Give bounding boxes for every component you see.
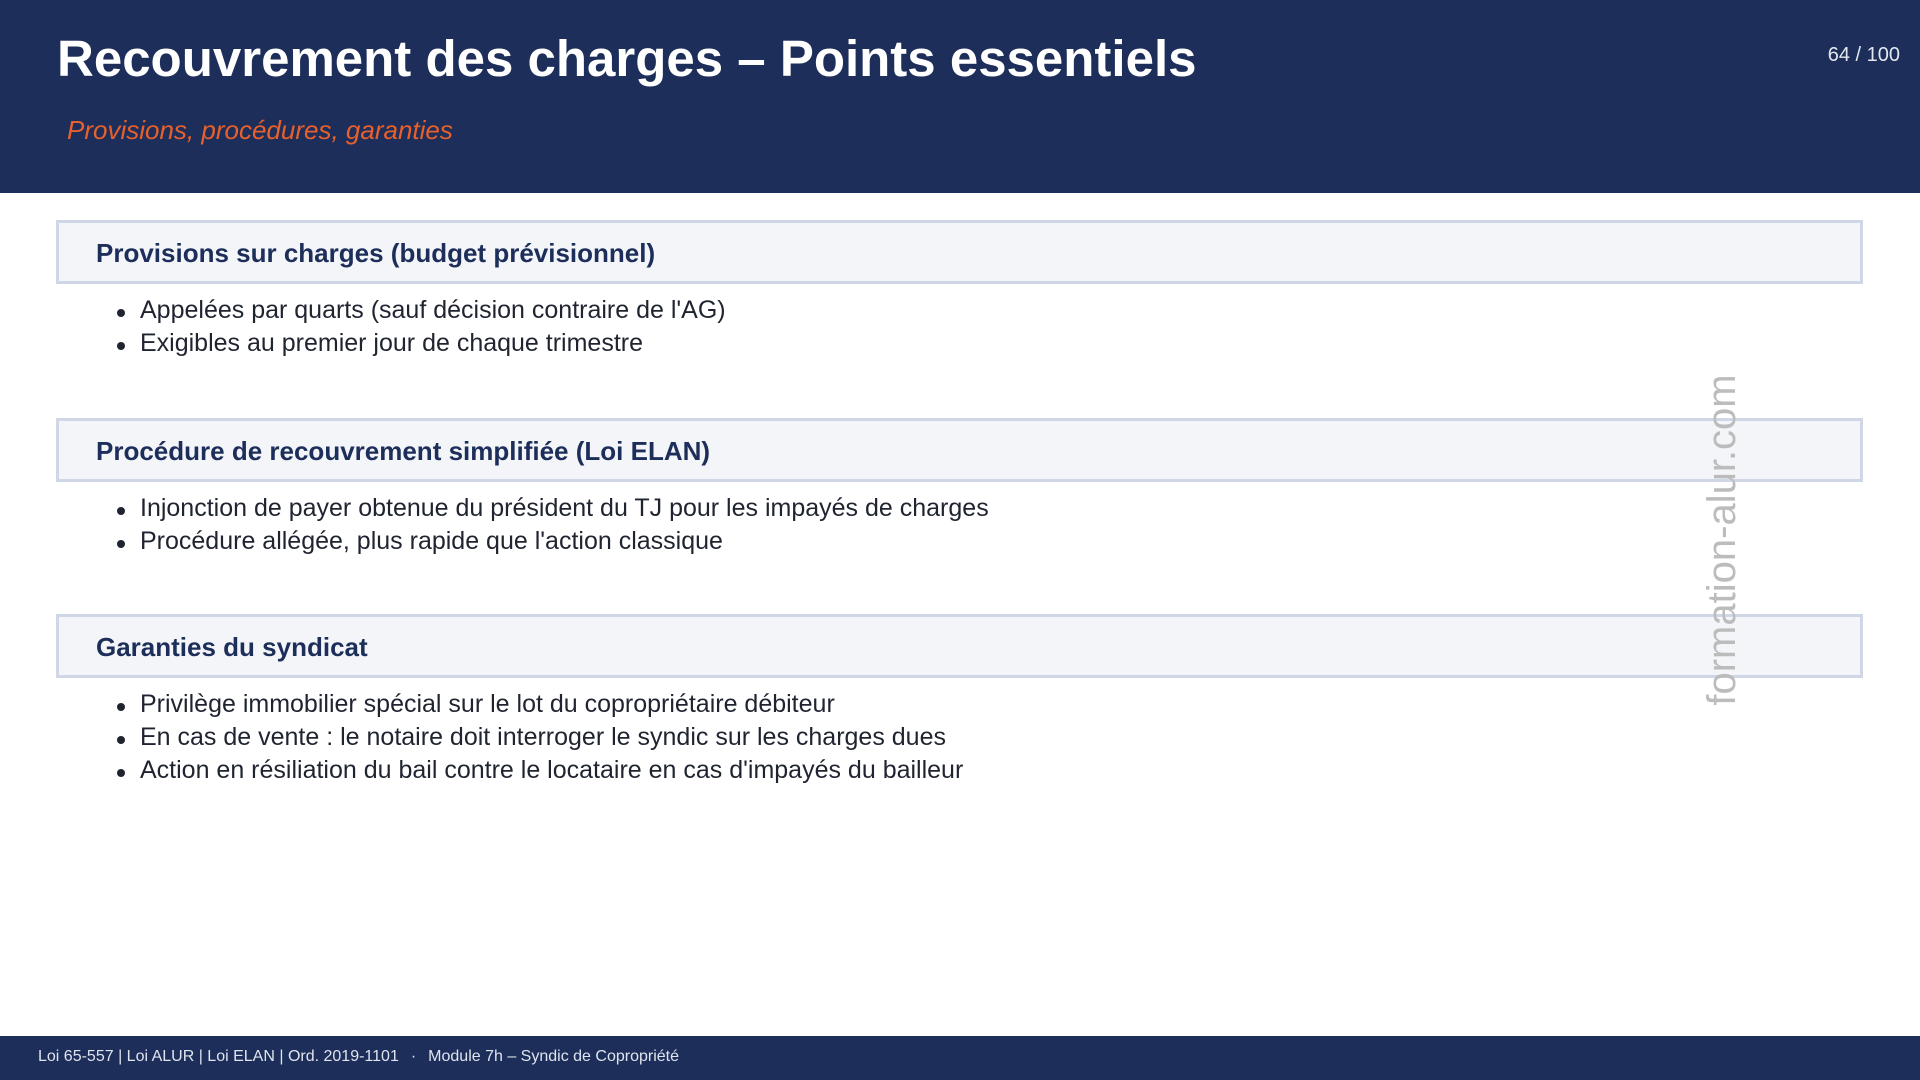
footer-laws: Loi 65-557 | Loi ALUR | Loi ELAN | Ord. 2019-1101 <box>38 1048 399 1065</box>
bullet-text: Procédure allégée, plus rapide que l'action classique <box>140 527 723 555</box>
bullet-item <box>0 327 726 360</box>
section-title: Garanties du syndicat <box>96 632 368 662</box>
bullet-item <box>0 721 963 754</box>
bullet-text: Appelées par quarts (sauf décision contraire de l'AG) <box>140 296 726 324</box>
bullet-dot <box>117 507 125 515</box>
section-header <box>56 418 1863 482</box>
bullet-list <box>0 492 989 558</box>
section-title: Procédure de recouvrement simplifiée (Loi ELAN) <box>96 436 711 466</box>
slide-header <box>0 0 1920 193</box>
bullet-text: Action en résiliation du bail contre le locataire en cas d'impayés du bailleur <box>140 756 964 784</box>
page-number: 64 / 100 <box>1827 44 1900 66</box>
bullet-text: Injonction de payer obtenue du président du TJ pour les impayés de charges <box>140 494 989 522</box>
bullet-item <box>0 294 726 327</box>
watermark: formation-alur.com <box>1700 374 1744 706</box>
bullet-dot <box>117 309 125 317</box>
slide-title: Recouvrement des charges – Points essentiels <box>57 30 1197 87</box>
bullet-item <box>0 525 989 558</box>
footer-separator: · <box>410 1048 417 1065</box>
bullet-text: Privilège immobilier spécial sur le lot du copropriétaire débiteur <box>140 690 835 718</box>
bullet-dot <box>117 703 125 711</box>
bullet-list <box>0 688 963 787</box>
bullet-item <box>0 688 963 721</box>
bullet-dot <box>117 736 125 744</box>
bullet-text: Exigibles au premier jour de chaque trimestre <box>140 329 644 357</box>
bullet-dot <box>117 769 125 777</box>
bullet-dot <box>117 540 125 548</box>
bullet-text: En cas de vente : le notaire doit interroger le syndic sur les charges dues <box>140 723 946 751</box>
bullet-item <box>0 492 989 525</box>
slide-footer <box>0 1036 1920 1080</box>
section-header <box>56 220 1863 284</box>
footer-text <box>38 1047 679 1067</box>
bullet-dot <box>117 342 125 350</box>
section-title: Provisions sur charges (budget prévisionnel) <box>96 238 656 268</box>
bullet-list <box>0 294 726 360</box>
bullet-item <box>0 754 963 787</box>
footer-module: Module 7h – Syndic de Copropriété <box>428 1048 679 1065</box>
section-header <box>56 614 1863 678</box>
slide-subtitle: Provisions, procédures, garanties <box>67 115 453 145</box>
